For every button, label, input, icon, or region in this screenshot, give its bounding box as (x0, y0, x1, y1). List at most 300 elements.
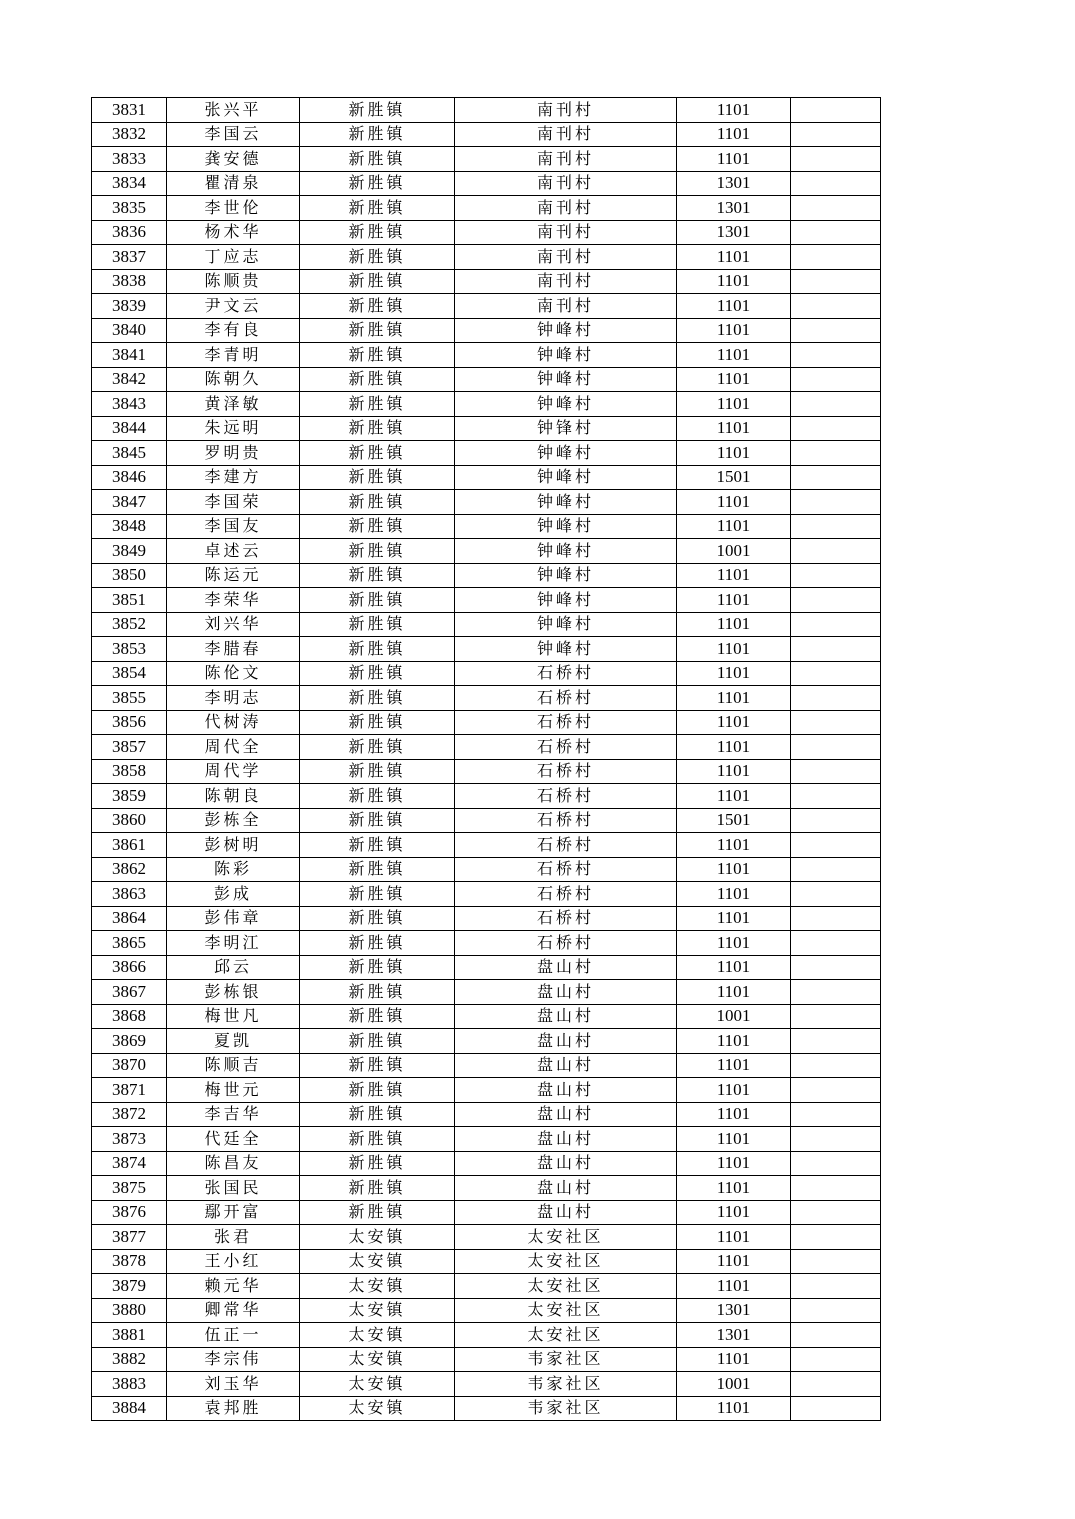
code-cell: 1101 (677, 1102, 791, 1127)
row-number-cell: 3873 (92, 1127, 167, 1152)
table-row (92, 808, 881, 833)
town-cell: 太安镇 (300, 1298, 455, 1323)
row-number-cell: 3881 (92, 1323, 167, 1348)
remark-cell (791, 906, 881, 931)
village-cell: 南刊村 (455, 269, 677, 294)
town-cell: 新胜镇 (300, 612, 455, 637)
row-number-cell: 3846 (92, 465, 167, 490)
remark-cell (791, 637, 881, 662)
name-cell: 梅世元 (167, 1078, 300, 1103)
code-cell: 1301 (677, 1298, 791, 1323)
name-cell: 李国云 (167, 122, 300, 147)
code-cell: 1101 (677, 857, 791, 882)
village-cell: 石桥村 (455, 931, 677, 956)
village-cell: 钟峰村 (455, 563, 677, 588)
village-cell: 韦家社区 (455, 1372, 677, 1397)
table-row (92, 294, 881, 319)
code-cell: 1101 (677, 612, 791, 637)
village-cell: 盘山村 (455, 1029, 677, 1054)
table-row (92, 416, 881, 441)
remark-cell (791, 857, 881, 882)
name-cell: 卿常华 (167, 1298, 300, 1323)
table-row (92, 1102, 881, 1127)
remark-cell (791, 784, 881, 809)
code-cell: 1101 (677, 710, 791, 735)
name-cell: 李明江 (167, 931, 300, 956)
code-cell: 1101 (677, 490, 791, 515)
village-cell: 太安社区 (455, 1225, 677, 1250)
code-cell: 1101 (677, 1151, 791, 1176)
village-cell: 钟峰村 (455, 490, 677, 515)
remark-cell (791, 1004, 881, 1029)
name-cell: 丁应志 (167, 245, 300, 270)
code-cell: 1101 (677, 735, 791, 760)
table-row (92, 857, 881, 882)
row-number-cell: 3834 (92, 171, 167, 196)
town-cell: 太安镇 (300, 1372, 455, 1397)
village-cell: 钟峰村 (455, 367, 677, 392)
town-cell: 新胜镇 (300, 343, 455, 368)
code-cell: 1301 (677, 196, 791, 221)
name-cell: 刘兴华 (167, 612, 300, 637)
village-cell: 南刊村 (455, 122, 677, 147)
name-cell: 李荣华 (167, 588, 300, 613)
code-cell: 1101 (677, 343, 791, 368)
village-cell: 石桥村 (455, 833, 677, 858)
town-cell: 新胜镇 (300, 294, 455, 319)
name-cell: 陈伦文 (167, 661, 300, 686)
remark-cell (791, 1249, 881, 1274)
row-number-cell: 3837 (92, 245, 167, 270)
row-number-cell: 3855 (92, 686, 167, 711)
village-cell: 南刊村 (455, 196, 677, 221)
code-cell: 1101 (677, 1127, 791, 1152)
remark-cell (791, 588, 881, 613)
code-cell: 1101 (677, 661, 791, 686)
village-cell: 太安社区 (455, 1323, 677, 1348)
name-cell: 彭成 (167, 882, 300, 907)
town-cell: 新胜镇 (300, 367, 455, 392)
row-number-cell: 3879 (92, 1274, 167, 1299)
name-cell: 卓述云 (167, 539, 300, 564)
row-number-cell: 3880 (92, 1298, 167, 1323)
table-row (92, 392, 881, 417)
row-number-cell: 3865 (92, 931, 167, 956)
town-cell: 新胜镇 (300, 661, 455, 686)
row-number-cell: 3844 (92, 416, 167, 441)
table-row (92, 637, 881, 662)
village-cell: 盘山村 (455, 1078, 677, 1103)
remark-cell (791, 1396, 881, 1421)
table-row (92, 735, 881, 760)
village-cell: 石桥村 (455, 735, 677, 760)
code-cell: 1101 (677, 1200, 791, 1225)
village-cell: 太安社区 (455, 1249, 677, 1274)
row-number-cell: 3872 (92, 1102, 167, 1127)
town-cell: 新胜镇 (300, 416, 455, 441)
name-cell: 陈顺贵 (167, 269, 300, 294)
table-row (92, 1029, 881, 1054)
table-row (92, 514, 881, 539)
village-cell: 石桥村 (455, 808, 677, 833)
town-cell: 新胜镇 (300, 392, 455, 417)
remark-cell (791, 980, 881, 1005)
town-cell: 新胜镇 (300, 1176, 455, 1201)
village-cell: 钟峰村 (455, 514, 677, 539)
remark-cell (791, 882, 881, 907)
village-cell: 钟峰村 (455, 318, 677, 343)
code-cell: 1101 (677, 245, 791, 270)
name-cell: 袁邦胜 (167, 1396, 300, 1421)
village-cell: 钟峰村 (455, 392, 677, 417)
row-number-cell: 3883 (92, 1372, 167, 1397)
town-cell: 新胜镇 (300, 539, 455, 564)
table-row (92, 1298, 881, 1323)
name-cell: 伍正一 (167, 1323, 300, 1348)
table-row (92, 196, 881, 221)
village-cell: 盘山村 (455, 1151, 677, 1176)
town-cell: 新胜镇 (300, 857, 455, 882)
row-number-cell: 3858 (92, 759, 167, 784)
village-cell: 南刊村 (455, 294, 677, 319)
village-cell: 太安社区 (455, 1274, 677, 1299)
row-number-cell: 3859 (92, 784, 167, 809)
code-cell: 1101 (677, 759, 791, 784)
table-row (92, 171, 881, 196)
village-cell: 石桥村 (455, 906, 677, 931)
village-cell: 石桥村 (455, 661, 677, 686)
name-cell: 朱远明 (167, 416, 300, 441)
name-cell: 陈朝久 (167, 367, 300, 392)
town-cell: 新胜镇 (300, 1078, 455, 1103)
remark-cell (791, 539, 881, 564)
name-cell: 彭栋全 (167, 808, 300, 833)
town-cell: 新胜镇 (300, 269, 455, 294)
town-cell: 新胜镇 (300, 955, 455, 980)
code-cell: 1101 (677, 1396, 791, 1421)
row-number-cell: 3843 (92, 392, 167, 417)
name-cell: 赖元华 (167, 1274, 300, 1299)
row-number-cell: 3876 (92, 1200, 167, 1225)
town-cell: 新胜镇 (300, 686, 455, 711)
remark-cell (791, 1274, 881, 1299)
row-number-cell: 3878 (92, 1249, 167, 1274)
code-cell: 1101 (677, 686, 791, 711)
code-cell: 1101 (677, 294, 791, 319)
name-cell: 代树涛 (167, 710, 300, 735)
remark-cell (791, 955, 881, 980)
town-cell: 新胜镇 (300, 220, 455, 245)
records-table (91, 97, 881, 1421)
name-cell: 陈彩 (167, 857, 300, 882)
town-cell: 新胜镇 (300, 245, 455, 270)
table-row (92, 588, 881, 613)
town-cell: 新胜镇 (300, 710, 455, 735)
town-cell: 新胜镇 (300, 1053, 455, 1078)
table-row (92, 1004, 881, 1029)
village-cell: 南刊村 (455, 98, 677, 123)
code-cell: 1501 (677, 465, 791, 490)
code-cell: 1101 (677, 514, 791, 539)
remark-cell (791, 441, 881, 466)
code-cell: 1101 (677, 906, 791, 931)
village-cell: 太安社区 (455, 1298, 677, 1323)
code-cell: 1101 (677, 1053, 791, 1078)
table-row (92, 1396, 881, 1421)
village-cell: 盘山村 (455, 980, 677, 1005)
table-row (92, 612, 881, 637)
code-cell: 1101 (677, 931, 791, 956)
town-cell: 新胜镇 (300, 833, 455, 858)
code-cell: 1101 (677, 980, 791, 1005)
row-number-cell: 3842 (92, 367, 167, 392)
town-cell: 新胜镇 (300, 98, 455, 123)
town-cell: 新胜镇 (300, 588, 455, 613)
name-cell: 张君 (167, 1225, 300, 1250)
remark-cell (791, 1151, 881, 1176)
name-cell: 李国友 (167, 514, 300, 539)
village-cell: 石桥村 (455, 710, 677, 735)
code-cell: 1101 (677, 367, 791, 392)
row-number-cell: 3867 (92, 980, 167, 1005)
town-cell: 新胜镇 (300, 318, 455, 343)
name-cell: 李明志 (167, 686, 300, 711)
table-row (92, 1176, 881, 1201)
town-cell: 新胜镇 (300, 808, 455, 833)
town-cell: 新胜镇 (300, 1102, 455, 1127)
remark-cell (791, 1200, 881, 1225)
name-cell: 李世伦 (167, 196, 300, 221)
name-cell: 邱云 (167, 955, 300, 980)
row-number-cell: 3852 (92, 612, 167, 637)
remark-cell (791, 1298, 881, 1323)
code-cell: 1501 (677, 808, 791, 833)
name-cell: 李青明 (167, 343, 300, 368)
table-row (92, 269, 881, 294)
remark-cell (791, 1102, 881, 1127)
table-row (92, 1372, 881, 1397)
remark-cell (791, 1029, 881, 1054)
row-number-cell: 3836 (92, 220, 167, 245)
village-cell: 盘山村 (455, 1200, 677, 1225)
town-cell: 新胜镇 (300, 490, 455, 515)
town-cell: 太安镇 (300, 1274, 455, 1299)
name-cell: 陈顺吉 (167, 1053, 300, 1078)
row-number-cell: 3845 (92, 441, 167, 466)
table-row (92, 1347, 881, 1372)
table-row (92, 759, 881, 784)
remark-cell (791, 1372, 881, 1397)
remark-cell (791, 612, 881, 637)
town-cell: 新胜镇 (300, 980, 455, 1005)
village-cell: 石桥村 (455, 784, 677, 809)
remark-cell (791, 1347, 881, 1372)
remark-cell (791, 833, 881, 858)
remark-cell (791, 1225, 881, 1250)
row-number-cell: 3870 (92, 1053, 167, 1078)
town-cell: 新胜镇 (300, 906, 455, 931)
name-cell: 李有良 (167, 318, 300, 343)
code-cell: 1101 (677, 588, 791, 613)
table-row (92, 1225, 881, 1250)
name-cell: 李宗伟 (167, 1347, 300, 1372)
name-cell: 梅世凡 (167, 1004, 300, 1029)
row-number-cell: 3838 (92, 269, 167, 294)
name-cell: 陈朝良 (167, 784, 300, 809)
name-cell: 罗明贵 (167, 441, 300, 466)
row-number-cell: 3840 (92, 318, 167, 343)
code-cell: 1301 (677, 220, 791, 245)
name-cell: 龚安德 (167, 147, 300, 172)
remark-cell (791, 490, 881, 515)
row-number-cell: 3841 (92, 343, 167, 368)
name-cell: 张国民 (167, 1176, 300, 1201)
remark-cell (791, 171, 881, 196)
row-number-cell: 3853 (92, 637, 167, 662)
village-cell: 盘山村 (455, 1004, 677, 1029)
row-number-cell: 3863 (92, 882, 167, 907)
town-cell: 新胜镇 (300, 563, 455, 588)
code-cell: 1001 (677, 539, 791, 564)
village-cell: 钟峰村 (455, 612, 677, 637)
remark-cell (791, 808, 881, 833)
town-cell: 太安镇 (300, 1323, 455, 1348)
remark-cell (791, 1127, 881, 1152)
remark-cell (791, 343, 881, 368)
name-cell: 彭栋银 (167, 980, 300, 1005)
town-cell: 太安镇 (300, 1347, 455, 1372)
remark-cell (791, 392, 881, 417)
remark-cell (791, 98, 881, 123)
row-number-cell: 3862 (92, 857, 167, 882)
table-row (92, 220, 881, 245)
row-number-cell: 3831 (92, 98, 167, 123)
row-number-cell: 3851 (92, 588, 167, 613)
table-row (92, 882, 881, 907)
town-cell: 新胜镇 (300, 514, 455, 539)
village-cell: 石桥村 (455, 686, 677, 711)
code-cell: 1301 (677, 171, 791, 196)
town-cell: 新胜镇 (300, 1004, 455, 1029)
name-cell: 彭树明 (167, 833, 300, 858)
code-cell: 1001 (677, 1372, 791, 1397)
remark-cell (791, 759, 881, 784)
row-number-cell: 3868 (92, 1004, 167, 1029)
row-number-cell: 3856 (92, 710, 167, 735)
town-cell: 新胜镇 (300, 882, 455, 907)
village-cell: 韦家社区 (455, 1347, 677, 1372)
name-cell: 李腊春 (167, 637, 300, 662)
row-number-cell: 3861 (92, 833, 167, 858)
code-cell: 1001 (677, 1004, 791, 1029)
row-number-cell: 3874 (92, 1151, 167, 1176)
name-cell: 代廷全 (167, 1127, 300, 1152)
village-cell: 盘山村 (455, 1102, 677, 1127)
remark-cell (791, 196, 881, 221)
name-cell: 王小红 (167, 1249, 300, 1274)
village-cell: 钟峰村 (455, 441, 677, 466)
row-number-cell: 3850 (92, 563, 167, 588)
remark-cell (791, 1078, 881, 1103)
table-row (92, 490, 881, 515)
code-cell: 1101 (677, 1176, 791, 1201)
village-cell: 盘山村 (455, 1176, 677, 1201)
town-cell: 太安镇 (300, 1249, 455, 1274)
name-cell: 张兴平 (167, 98, 300, 123)
code-cell: 1101 (677, 1274, 791, 1299)
table-row (92, 1274, 881, 1299)
row-number-cell: 3835 (92, 196, 167, 221)
town-cell: 新胜镇 (300, 1029, 455, 1054)
code-cell: 1101 (677, 416, 791, 441)
table-row (92, 122, 881, 147)
remark-cell (791, 710, 881, 735)
town-cell: 新胜镇 (300, 1151, 455, 1176)
name-cell: 周代学 (167, 759, 300, 784)
row-number-cell: 3839 (92, 294, 167, 319)
table-row (92, 1127, 881, 1152)
code-cell: 1101 (677, 318, 791, 343)
remark-cell (791, 294, 881, 319)
row-number-cell: 3848 (92, 514, 167, 539)
code-cell: 1101 (677, 441, 791, 466)
town-cell: 新胜镇 (300, 759, 455, 784)
town-cell: 新胜镇 (300, 196, 455, 221)
code-cell: 1101 (677, 122, 791, 147)
name-cell: 李吉华 (167, 1102, 300, 1127)
table-row (92, 1323, 881, 1348)
table-row (92, 343, 881, 368)
table-row (92, 245, 881, 270)
table-row (92, 465, 881, 490)
row-number-cell: 3857 (92, 735, 167, 760)
village-cell: 盘山村 (455, 955, 677, 980)
village-cell: 石桥村 (455, 857, 677, 882)
town-cell: 新胜镇 (300, 1200, 455, 1225)
code-cell: 1101 (677, 833, 791, 858)
name-cell: 夏凯 (167, 1029, 300, 1054)
town-cell: 新胜镇 (300, 735, 455, 760)
table-row (92, 710, 881, 735)
table-row (92, 367, 881, 392)
row-number-cell: 3849 (92, 539, 167, 564)
records-table-body (92, 98, 881, 1421)
name-cell: 陈昌友 (167, 1151, 300, 1176)
remark-cell (791, 931, 881, 956)
table-row (92, 1053, 881, 1078)
name-cell: 彭伟章 (167, 906, 300, 931)
village-cell: 钟峰村 (455, 343, 677, 368)
remark-cell (791, 686, 881, 711)
town-cell: 新胜镇 (300, 122, 455, 147)
remark-cell (791, 318, 881, 343)
code-cell: 1101 (677, 563, 791, 588)
town-cell: 新胜镇 (300, 441, 455, 466)
town-cell: 太安镇 (300, 1396, 455, 1421)
town-cell: 新胜镇 (300, 637, 455, 662)
village-cell: 南刊村 (455, 147, 677, 172)
remark-cell (791, 1176, 881, 1201)
table-row (92, 980, 881, 1005)
row-number-cell: 3869 (92, 1029, 167, 1054)
table-row (92, 98, 881, 123)
table-row (92, 931, 881, 956)
table-row (92, 1151, 881, 1176)
row-number-cell: 3832 (92, 122, 167, 147)
village-cell: 钟峰村 (455, 465, 677, 490)
code-cell: 1301 (677, 1323, 791, 1348)
village-cell: 钟峰村 (455, 637, 677, 662)
